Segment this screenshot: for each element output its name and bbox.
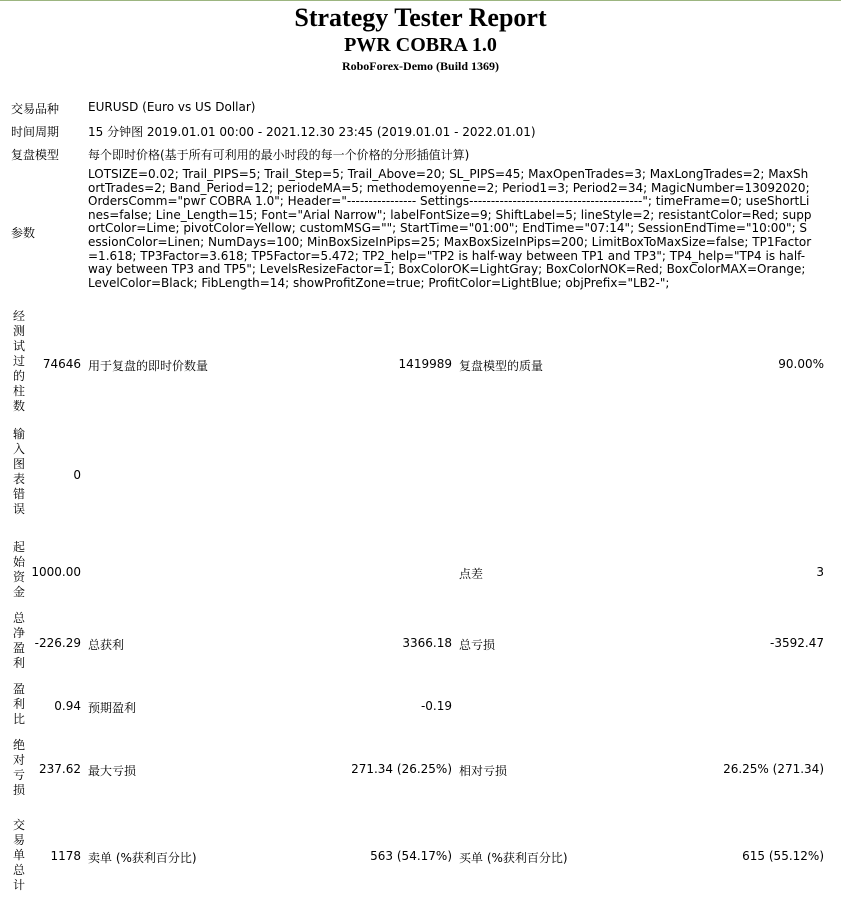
stat-label: 起 始 资 金 (12, 540, 25, 599)
stat-label: 交 易 单 总 计 (12, 818, 25, 892)
stat-label-2: 预期盈利 (88, 701, 137, 715)
stat-value-3: -3592.47 (770, 636, 824, 650)
model-label: 复盘模型 (11, 148, 60, 162)
ea-name: PWR COBRA 1.0 (344, 34, 497, 56)
stat-value-3: 3 (816, 565, 824, 579)
stat-value-3: 615 (55.12%) (742, 849, 824, 863)
stat-value: 74646 (42, 357, 81, 371)
symbol-label: 交易品种 (11, 102, 60, 116)
stat-value-2: 1419989 (398, 357, 452, 371)
stat-value: 1000.00 (31, 565, 81, 579)
stat-value: -226.29 (34, 636, 81, 650)
stat-value: 0 (73, 468, 81, 482)
stat-value-2: 563 (54.17%) (370, 849, 452, 863)
stat-label-3: 相对亏损 (459, 764, 508, 778)
stat-label: 输 入 图 表 错 误 (12, 427, 25, 516)
stat-label: 绝 对 亏 损 (12, 738, 25, 797)
stat-value-2: -0.19 (420, 699, 452, 713)
symbol-value: EURUSD (Euro vs US Dollar) (88, 100, 256, 114)
stat-label: 经 测 试 过 的 柱 数 (12, 309, 25, 413)
server-build: RoboForex-Demo (Build 1369) (341, 59, 500, 73)
stat-label-2: 用于复盘的即时价数量 (88, 359, 209, 373)
stat-label: 盈 利 比 (12, 682, 25, 726)
stat-label-3: 总亏损 (459, 638, 496, 652)
stats-row (0, 309, 841, 421)
period-label: 时间周期 (11, 125, 60, 139)
stats-row (0, 738, 841, 800)
stat-value-3: 90.00% (778, 357, 824, 371)
stat-value: 237.62 (39, 762, 81, 776)
stats-row (0, 818, 841, 898)
period-value: 15 分钟图 2019.01.01 00:00 - 2021.12.30 23:45 (2019.01.01 - 2022.01.01) (88, 125, 536, 139)
stat-label-3: 点差 (459, 567, 484, 581)
params-label: 参数 (11, 226, 36, 240)
stat-label-2: 总获利 (88, 638, 125, 652)
stat-label-2: 最大亏损 (88, 764, 137, 778)
stat-label-2: 卖单 (%获利百分比) (88, 851, 197, 865)
stat-value-3: 26.25% (271.34) (723, 762, 824, 776)
stat-label: 总 净 盈 利 (12, 611, 25, 670)
stat-value: 1178 (50, 849, 81, 863)
top-border-line (0, 0, 841, 1)
stats-row (0, 540, 841, 604)
stat-label-3: 复盘模型的质量 (459, 359, 544, 373)
stat-value: 0.94 (54, 699, 81, 713)
stats-row (0, 682, 841, 730)
stat-label-3: 买单 (%获利百分比) (459, 851, 568, 865)
params-value: LOTSIZE=0.02; Trail_PIPS=5; Trail_Step=5; Trail_Above=20; SL_PIPS=45; MaxOpenTrades=3; MaxLongTrades=2; MaxShortTrades=2; Band_Period=12; periodeMA=5; methodemoyenne=2; Period1=3; Period2=34; MagicNumber=13092020; OrdersComm="pwr COBRA 1.0"; Header="---------------- Settings----------------------------------------"; timeFrame=0; useShortLines=false; Line_Length=15; Font="Arial Narrow"; labelFontSize=9; ShiftLabel=5; lineStyle=2; resistantColor=Red; supportColor=Lime; pivotColor=Yellow; customMSG=""; StartTime="01:00"; EndTime="07:14"; SessionEndTime="10:00"; SessionColor=Linen; NumDays=100; MinBoxSizeInPips=25; MaxBoxSizeInPips=200; LimitBoxToMaxSize=false; TP1Factor=1.618; TP3Factor=3.618; TP5Factor=5.472; TP2_help="TP2 is half-way between TP1 and TP3"; TP4_help="TP4 is half-way between TP3 and TP5"; LevelsResizeFactor=1; BoxColorOK=LightGray; BoxColorNOK=Red; BoxColorMAX=Orange; LevelColor=Black; FibLength=14; showProfitZone=true; ProfitColor=LightBlue; objPrefix="LB2-"; (88, 167, 812, 290)
stat-value-2: 3366.18 (402, 636, 452, 650)
model-value: 每个即时价格(基于所有可利用的最小时段的每一个价格的分形插值计算) (88, 148, 470, 162)
stat-value-2: 271.34 (26.25%) (351, 762, 452, 776)
report-header (0, 4, 841, 73)
stats-row (0, 427, 841, 525)
report-title: Strategy Tester Report (294, 3, 547, 32)
stats-row (0, 611, 841, 675)
